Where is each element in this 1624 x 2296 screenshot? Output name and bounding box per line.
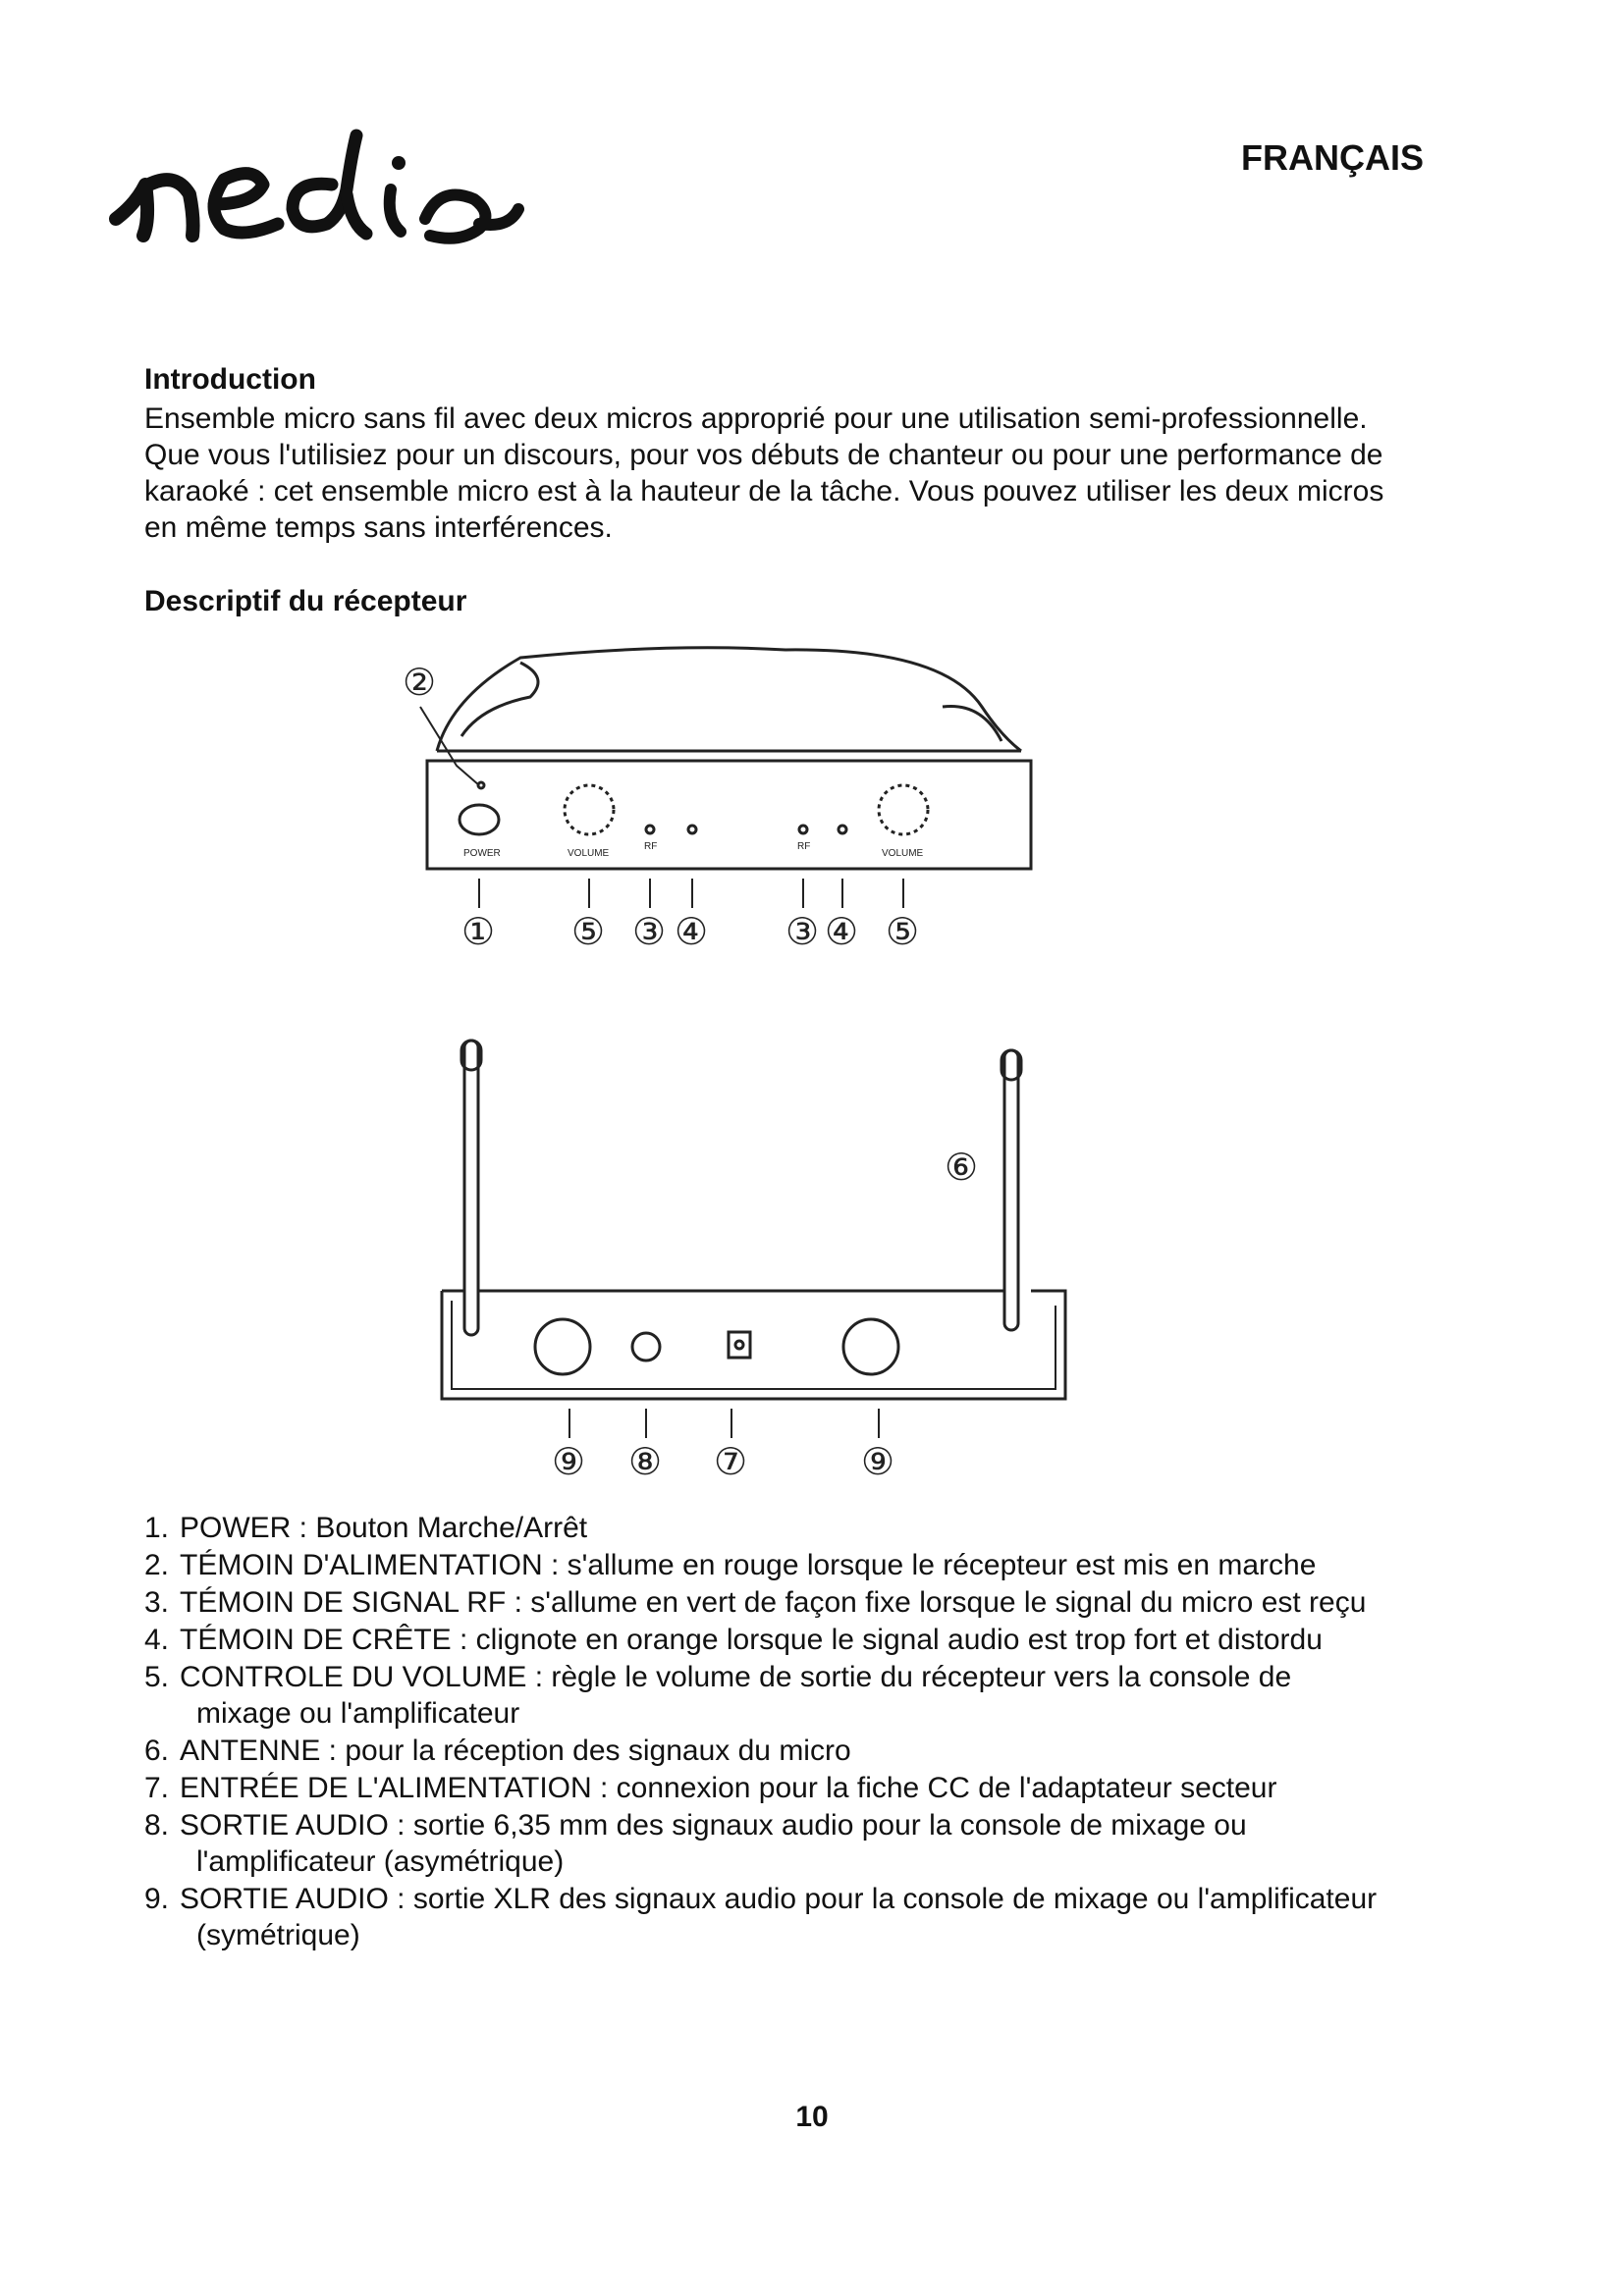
receiver-front-panel: [427, 761, 1031, 869]
callout-front-5b: ⑤: [886, 912, 920, 953]
rf-led-left: [646, 826, 654, 833]
callout-front-1: ①: [461, 912, 496, 953]
list-item-number: 3.: [144, 1586, 170, 1619]
callout-front-3a: ③: [632, 912, 667, 953]
intro-paragraph: Ensemble micro sans fil avec deux micros approprié pour une utilisation semi-professionnelle. Que vous l'utilisiez pour un discours, pour vos débuts de chanteur ou pour une performance de karaoké : cet ensemble micro est à la hauteur de la tâche. Vous pouvez utiliser les deux micros en même temps sans interférences.: [144, 402, 1384, 544]
antenna-right: [1001, 1050, 1021, 1330]
list-item-number: 6.: [144, 1735, 170, 1767]
volume-label-left: VOLUME: [568, 848, 610, 859]
list-item-text: POWER : Bouton Marche/Arrêt: [180, 1512, 588, 1544]
callout-front-3b: ③: [785, 912, 820, 953]
list-item-number: 4.: [144, 1624, 170, 1656]
power-button: [460, 805, 499, 834]
nedis-logo: [106, 126, 597, 263]
language-label: FRANÇAIS: [1241, 137, 1424, 178]
rf-label-left: RF: [644, 841, 658, 852]
list-item: [144, 1807, 1431, 1880]
list-item-text: SORTIE AUDIO : sortie XLR des signaux audio pour la console de mixage ou l'amplificateur: [180, 1883, 1378, 1915]
list-item-number: 8.: [144, 1809, 170, 1842]
intro-heading: Introduction: [144, 363, 316, 396]
list-item-continuation: mixage ou l'amplificateur: [196, 1697, 520, 1730]
callout-front-5a: ⑤: [571, 912, 606, 953]
list-item-continuation: (symétrique): [196, 1919, 360, 1951]
list-item-text: CONTROLE DU VOLUME : règle le volume de sortie du récepteur vers la console de: [180, 1661, 1292, 1693]
xlr-output-right: [843, 1319, 898, 1374]
dc-input: [729, 1332, 750, 1358]
list-item: [144, 1584, 1431, 1621]
list-item: [144, 1881, 1431, 1953]
callout-back-8: ⑧: [628, 1442, 663, 1483]
component-list: [144, 1510, 1431, 1954]
page-number: 10: [795, 2101, 829, 2133]
volume-knob-right: [879, 785, 928, 834]
list-item-continuation: l'amplificateur (asymétrique): [196, 1845, 565, 1878]
rf-label-right: RF: [797, 841, 811, 852]
list-item-text: TÉMOIN DE SIGNAL RF : s'allume en vert de façon fixe lorsque le signal du micro est reçu: [180, 1586, 1367, 1619]
list-item-text: TÉMOIN DE CRÊTE : clignote en orange lorsque le signal audio est trop fort et distordu: [180, 1624, 1323, 1656]
xlr-output-left: [535, 1319, 590, 1374]
list-item-number: 7.: [144, 1772, 170, 1804]
list-item-text: SORTIE AUDIO : sortie 6,35 mm des signaux audio pour la console de mixage ou: [180, 1809, 1247, 1842]
receiver-diagram: [393, 638, 1080, 1502]
list-item: [144, 1733, 1431, 1769]
list-item-number: 5.: [144, 1661, 170, 1693]
peak-led-left: [688, 826, 696, 833]
callout-back-9b: ⑨: [861, 1442, 895, 1483]
list-item-number: 2.: [144, 1549, 170, 1581]
list-item-text: TÉMOIN D'ALIMENTATION : s'allume en rouge lorsque le récepteur est mis en marche: [180, 1549, 1317, 1581]
list-item: [144, 1547, 1431, 1583]
list-item: [144, 1659, 1431, 1732]
power-label: POWER: [463, 848, 501, 859]
callout-front-4a: ④: [675, 912, 709, 953]
callout-front-4b: ④: [825, 912, 859, 953]
list-item: [144, 1510, 1431, 1546]
callout-6: ⑥: [945, 1148, 979, 1189]
volume-label-right: VOLUME: [882, 848, 924, 859]
list-item: [144, 1770, 1431, 1806]
list-item-text: ANTENNE : pour la réception des signaux du micro: [180, 1735, 851, 1767]
callout-2: ②: [403, 663, 437, 704]
list-item-number: 9.: [144, 1883, 170, 1915]
receiver-heading: Descriptif du récepteur: [144, 585, 467, 617]
callout-back-7: ⑦: [714, 1442, 748, 1483]
jack-output: [632, 1333, 660, 1361]
volume-knob-left: [565, 785, 614, 834]
peak-led-right: [839, 826, 846, 833]
callout-back-9a: ⑨: [552, 1442, 586, 1483]
rf-led-right: [799, 826, 807, 833]
list-item: [144, 1622, 1431, 1658]
list-item-text: ENTRÉE DE L'ALIMENTATION : connexion pour la fiche CC de l'adaptateur secteur: [180, 1772, 1277, 1804]
list-item-number: 1.: [144, 1512, 170, 1544]
